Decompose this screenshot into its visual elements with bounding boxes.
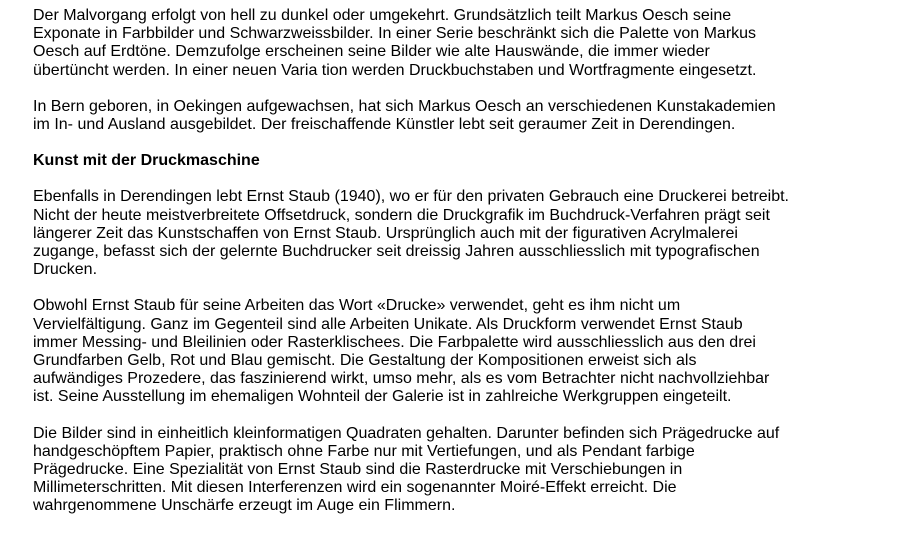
text-line: Der Malvorgang erfolgt von hell zu dunkel oder umgekehrt. Grundsätzlich teilt Markus Oesch seine (33, 7, 732, 24)
text-line: längerer Zeit das Kunstschaffen von Ernst Staub. Ursprünglich auch mit der figurativen Acrylmalerei (33, 224, 738, 242)
section-heading (33, 152, 889, 170)
text-line: Ebenfalls in Derendingen lebt Ernst Staub (1940), wo er für den privaten Gebrauch eine Druckerei betreibt. (33, 188, 789, 206)
paragraph (33, 425, 889, 516)
paragraph (33, 188, 889, 279)
article-body (33, 7, 889, 534)
text-line: Obwohl Ernst Staub für seine Arbeiten das Wort «Drucke» verwendet, geht es ihm nicht um (33, 297, 681, 315)
text-line: Oesch auf Erdtöne. Demzufolge erscheinen seine Bilder wie alte Hauswände, die immer wieder (33, 43, 710, 61)
text-line: In Bern geboren, in Oekingen aufgewachsen, hat sich Markus Oesch an verschiedenen Kunstakademien (33, 97, 776, 115)
text-line: immer Messing- und Bleilinien oder Rasterklischees. Die Farbpalette wird ausschliesslich aus den drei (33, 333, 756, 351)
text-line: wahrgenommene Unschärfe erzeugt im Auge ein Flimmern. (33, 497, 456, 515)
text-line: Vervielfältigung. Ganz im Gegenteil sind alle Arbeiten Unikate. Als Druckform verwendet Ernst Staub (33, 315, 743, 333)
text-line: übertüncht werden. In einer neuen Varia tion werden Druckbuchstaben und Wortfragmente eingesetzt. (33, 61, 757, 79)
text-line: ist. Seine Ausstellung im ehemaligen Wohnteil der Galerie ist in zahlreiche Werkgruppen eingeteilt. (33, 388, 732, 406)
text-line: Prägedrucke. Eine Spezialität von Ernst Staub sind die Rasterdrucke mit Verschiebungen in (33, 461, 683, 479)
text-line: Exponate in Farbbilder und Schwarzweissbilder. In einer Serie beschränkt sich die Palette von Markus (33, 25, 757, 43)
text-line: Millimeterschritten. Mit diesen Interferenzen wird ein sogenannter Moiré-Effekt erreicht. Die (33, 479, 677, 497)
text-line: handgeschöpftem Papier, praktisch ohne Farbe nur mit Vertiefungen, und als Pendant farbige (33, 442, 695, 460)
text-line: Nicht der heute meistverbreitete Offsetdruck, sondern die Druckgrafik im Buchdruck-Verfahren prägt seit (33, 206, 770, 224)
paragraph (33, 297, 889, 406)
text-line: aufwändiges Prozedere, das faszinierend wirkt, umso mehr, als es vom Betrachter nicht nachvollziehbar (33, 370, 770, 388)
paragraph (33, 7, 889, 80)
text-line: Drucken. (33, 261, 98, 279)
paragraph (33, 98, 889, 134)
text-line: zugange, befasst sich der gelernte Buchdrucker seit dreissig Jahren ausschliesslich mit typografischen (33, 243, 760, 261)
text-line: im In- und Ausland ausgebildet. Der freischaffende Künstler lebt seit geraumer Zeit in Derendingen. (33, 116, 736, 134)
text-line: Grundfarben Gelb, Rot und Blau gemischt. Die Gestaltung der Kompositionen erweist sich als (33, 352, 697, 370)
text-line: Die Bilder sind in einheitlich kleinformatigen Quadraten gehalten. Darunter befinden sich Prägedrucke auf (33, 424, 780, 442)
section-heading-text: Kunst mit der Druckmaschine (33, 152, 260, 170)
